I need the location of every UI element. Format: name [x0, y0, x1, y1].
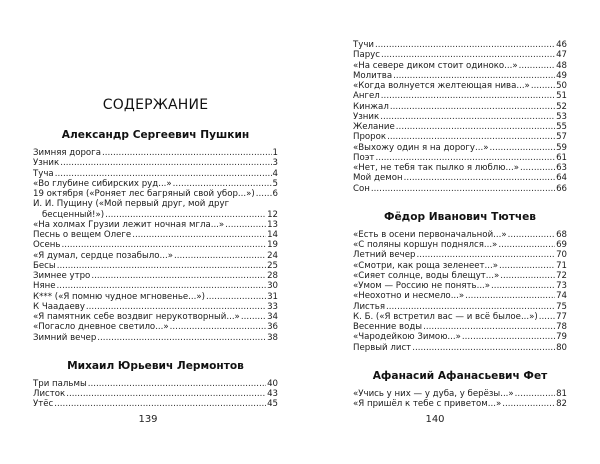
toc-entry[interactable]: Ангел . . . 51 — [353, 91, 567, 101]
toc-entry[interactable]: «Неохотно и несмело...» . . . 74 — [353, 291, 567, 301]
page-ref: 36 — [267, 322, 278, 333]
toc-entry[interactable]: «Я думал, сердце позабыло...» . . . 24 — [33, 251, 278, 261]
page-ref: 1 — [272, 148, 278, 158]
toc-entry[interactable]: Пророк . . . 57 — [353, 132, 567, 142]
toc-entry[interactable]: Туча . . . 4 — [33, 169, 278, 179]
leader-dots — [371, 184, 555, 194]
page-ref: 19 — [267, 240, 278, 251]
leader-dots — [416, 250, 555, 260]
page-ref: 53 — [556, 111, 567, 122]
toc-entry[interactable]: «Нет, не тебя так пылко я люблю...» . . . 63 — [353, 163, 567, 173]
page-ref: 71 — [556, 260, 567, 271]
page-ref: 47 — [556, 50, 567, 61]
page-ref: 75 — [556, 301, 567, 312]
toc-entry[interactable]: Сон . . . 66 — [353, 184, 567, 194]
toc-entry[interactable]: Три пальмы . . . 40 — [33, 379, 278, 389]
page-ref: 79 — [556, 332, 567, 343]
toc-entry[interactable]: Желание . . . 55 — [353, 122, 567, 132]
leader-dots — [86, 302, 266, 312]
page-ref: 14 — [267, 230, 278, 240]
page-ref: 43 — [267, 389, 278, 399]
leader-dots — [465, 291, 555, 301]
leader-dots — [174, 251, 266, 261]
toc-entry[interactable]: «На холмах Грузии лежит ночная мгла...» . . . 13 — [33, 220, 278, 230]
leader-dots — [498, 240, 555, 250]
page-ref: 30 — [267, 281, 278, 292]
leader-dots — [170, 322, 266, 332]
leader-dots — [499, 261, 555, 271]
page-ref: 69 — [556, 240, 567, 250]
leader-dots — [173, 179, 272, 189]
leader-dots — [500, 271, 555, 281]
toc-entry[interactable]: «Я памятник себе воздвиг нерукотворный...» . . . 34 — [33, 312, 278, 322]
page-ref: 38 — [267, 332, 278, 343]
page-ref: 64 — [556, 173, 567, 184]
leader-dots — [132, 230, 266, 240]
page-ref: 61 — [556, 152, 567, 163]
leader-dots — [256, 189, 272, 199]
toc-entry[interactable]: 19 октября («Роняет лес багряный свой убор...») . . . 6 — [33, 189, 278, 199]
toc-entry[interactable]: К*** («Я помню чудное мгновенье...») . . . 31 — [33, 292, 278, 302]
page-ref: 63 — [556, 163, 567, 173]
leader-dots — [404, 173, 555, 183]
toc-entry[interactable]: К Чаадаеву . . . 33 — [33, 302, 278, 312]
toc-entry[interactable]: «Выхожу один я на дорогу...» . . . 59 — [353, 143, 567, 153]
leader-dots — [57, 281, 267, 291]
author-heading-pushkin: Александр Сергеевич Пушкин — [61, 129, 250, 141]
toc-entry[interactable]: Зимняя дорога . . . 1 — [33, 148, 278, 158]
page-ref: 70 — [556, 250, 567, 261]
leader-dots — [375, 40, 555, 50]
leader-dots — [91, 271, 266, 281]
page-ref: 57 — [556, 132, 567, 143]
toc-entry[interactable]: «Чародейкою Зимою...» . . . 79 — [353, 332, 567, 342]
leader-dots — [515, 389, 555, 399]
toc-title: СОДЕРЖАНИЕ — [102, 97, 209, 113]
toc-entry[interactable]: И. И. Пущину («Мой первый друг, мой друг бесценный!») . . . 12 — [33, 199, 278, 220]
leader-dots — [393, 71, 555, 81]
toc-entry[interactable]: «Во глубине сибирских руд...» . . . 5 — [33, 179, 278, 189]
toc-entry[interactable]: Узник . . . 53 — [353, 112, 567, 122]
page-ref: 68 — [556, 229, 567, 240]
leader-dots — [508, 230, 555, 240]
page-ref: 13 — [267, 219, 278, 230]
page-ref: 66 — [556, 183, 567, 194]
page-ref: 78 — [556, 322, 567, 332]
page-ref: 33 — [267, 301, 278, 312]
toc-entry[interactable]: Зимний вечер . . . 38 — [33, 333, 278, 343]
leader-dots — [519, 61, 555, 71]
toc-entry[interactable]: «Погасло дневное светило...» . . . 36 — [33, 322, 278, 332]
page-ref: 5 — [272, 178, 278, 189]
leader-dots — [88, 379, 266, 389]
page-ref: 48 — [556, 60, 567, 71]
page-ref: 55 — [556, 122, 567, 132]
toc-entry[interactable]: Бесы . . . 25 — [33, 261, 278, 271]
toc-entry[interactable]: Весенние воды . . . 78 — [353, 322, 567, 332]
toc-column-right — [353, 40, 567, 409]
leader-dots — [380, 112, 555, 122]
toc-entry[interactable]: Поэт . . . 61 — [353, 153, 567, 163]
toc-entry[interactable]: «Есть в осени первоначальной...» . . . 68 — [353, 230, 567, 240]
toc-column-left — [33, 94, 278, 410]
leader-dots — [531, 81, 555, 91]
toc-entry[interactable]: Листок . . . 43 — [33, 389, 278, 399]
page-ref: 28 — [267, 271, 278, 281]
page-ref: 82 — [556, 399, 567, 409]
page-ref: 3 — [272, 158, 278, 169]
leader-dots — [105, 210, 266, 220]
page-ref: 52 — [556, 101, 567, 112]
author-heading-lermontov: Михаил Юрьевич Лермонтов — [67, 359, 244, 372]
page-ref: 51 — [556, 91, 567, 102]
toc-entry[interactable]: «С поляны коршун поднялся...» . . . 69 — [353, 240, 567, 250]
page-ref: 46 — [556, 40, 567, 50]
page-ref: 6 — [272, 189, 278, 199]
page-ref: 40 — [267, 378, 278, 389]
page-ref: 45 — [267, 399, 278, 410]
page-ref: 77 — [556, 311, 567, 322]
leader-dots — [57, 261, 266, 271]
toc-list-lermontov-continued — [353, 40, 567, 194]
leader-dots — [386, 302, 555, 312]
leader-dots — [489, 143, 555, 153]
leader-dots — [60, 158, 271, 168]
page-ref: 50 — [556, 81, 567, 91]
page-number-left: 139 — [138, 414, 158, 425]
page-ref: 80 — [556, 342, 567, 353]
author-heading-fet: Афанасий Афанасьевич Фет — [372, 369, 548, 382]
toc-entry[interactable]: «Учись у них — у дуба, у берёзы...» . . . 81 — [353, 389, 567, 399]
page-ref: 34 — [267, 312, 278, 322]
leader-dots — [241, 312, 266, 322]
toc-entry[interactable]: «Сияет солнце, воды блещут...» . . . 72 — [353, 271, 567, 281]
toc-entry[interactable]: «Когда волнуется желтеющая нива...» . . . 50 — [353, 81, 567, 91]
leader-dots — [491, 281, 555, 291]
page-ref: 74 — [556, 291, 567, 302]
toc-entry[interactable]: Осень . . . 19 — [33, 240, 278, 250]
leader-dots — [102, 148, 272, 158]
leader-dots — [225, 220, 266, 230]
leader-dots — [381, 91, 555, 101]
toc-entry[interactable]: Первый лист . . . 80 — [353, 343, 567, 353]
leader-dots — [61, 240, 266, 250]
toc-entry[interactable]: «Я пришёл к тебе с приветом...» . . . 82 — [353, 399, 567, 409]
leader-dots — [502, 399, 555, 409]
leader-dots — [54, 399, 266, 409]
toc-list-fet — [353, 389, 567, 410]
leader-dots — [423, 322, 555, 332]
page-ref: 73 — [556, 281, 567, 291]
right-page — [300, 0, 600, 464]
toc-entry[interactable]: Песнь о вещем Олеге . . . 14 — [33, 230, 278, 240]
toc-entry[interactable]: К. Б. («Я встретил вас — и всё былое...») . . . 77 — [353, 312, 567, 322]
toc-entry[interactable]: «Смотри, как роща зеленеет...» . . . 71 — [353, 261, 567, 271]
toc-entry[interactable]: Молитва . . . 49 — [353, 71, 567, 81]
leader-dots — [55, 169, 272, 179]
toc-entry[interactable]: Летний вечер . . . 70 — [353, 250, 567, 260]
page-ref: 59 — [556, 142, 567, 153]
page-ref: 31 — [267, 291, 278, 302]
toc-entry[interactable]: «Умом — Россию не понять...» . . . 73 — [353, 281, 567, 291]
page-number-right: 140 — [425, 414, 445, 425]
page-ref: 25 — [267, 260, 278, 271]
page-ref: 49 — [556, 70, 567, 81]
leader-dots — [66, 389, 266, 399]
page-ref: 72 — [556, 270, 567, 281]
toc-entry[interactable]: Узник . . . 3 — [33, 158, 278, 168]
toc-entry[interactable]: Мой демон . . . 64 — [353, 173, 567, 183]
author-heading-tyutchev: Фёдор Иванович Тютчев — [383, 210, 537, 223]
page-ref: 81 — [556, 388, 567, 399]
leader-dots — [520, 163, 555, 173]
leader-dots — [396, 122, 555, 132]
page-ref: 4 — [272, 168, 278, 179]
toc-entry[interactable]: «На севере диком стоит одиноко...» . . . 48 — [353, 61, 567, 71]
leader-dots — [539, 312, 555, 322]
toc-entry[interactable]: Утёс . . . 45 — [33, 399, 278, 409]
page-ref: 12 — [267, 209, 278, 220]
leader-dots — [375, 153, 555, 163]
toc-entry[interactable]: Парус . . . 47 — [353, 50, 567, 60]
page-ref: 24 — [267, 250, 278, 261]
toc-list-pushkin — [33, 148, 278, 343]
leader-dots — [206, 292, 266, 302]
toc-entry[interactable]: Зимнее утро . . . 28 — [33, 271, 278, 281]
toc-entry[interactable]: Тучи . . . 46 — [353, 40, 567, 50]
leader-dots — [412, 343, 555, 353]
toc-list-tyutchev — [353, 230, 567, 353]
leader-dots — [390, 102, 555, 112]
leader-dots — [387, 132, 555, 142]
leader-dots — [97, 333, 266, 343]
leader-dots — [381, 50, 555, 60]
leader-dots — [462, 332, 555, 342]
toc-entry[interactable]: Няне . . . 30 — [33, 281, 278, 291]
toc-entry[interactable]: Листья . . . 75 — [353, 302, 567, 312]
toc-list-lermontov — [33, 379, 278, 410]
toc-entry[interactable]: Кинжал . . . 52 — [353, 102, 567, 112]
